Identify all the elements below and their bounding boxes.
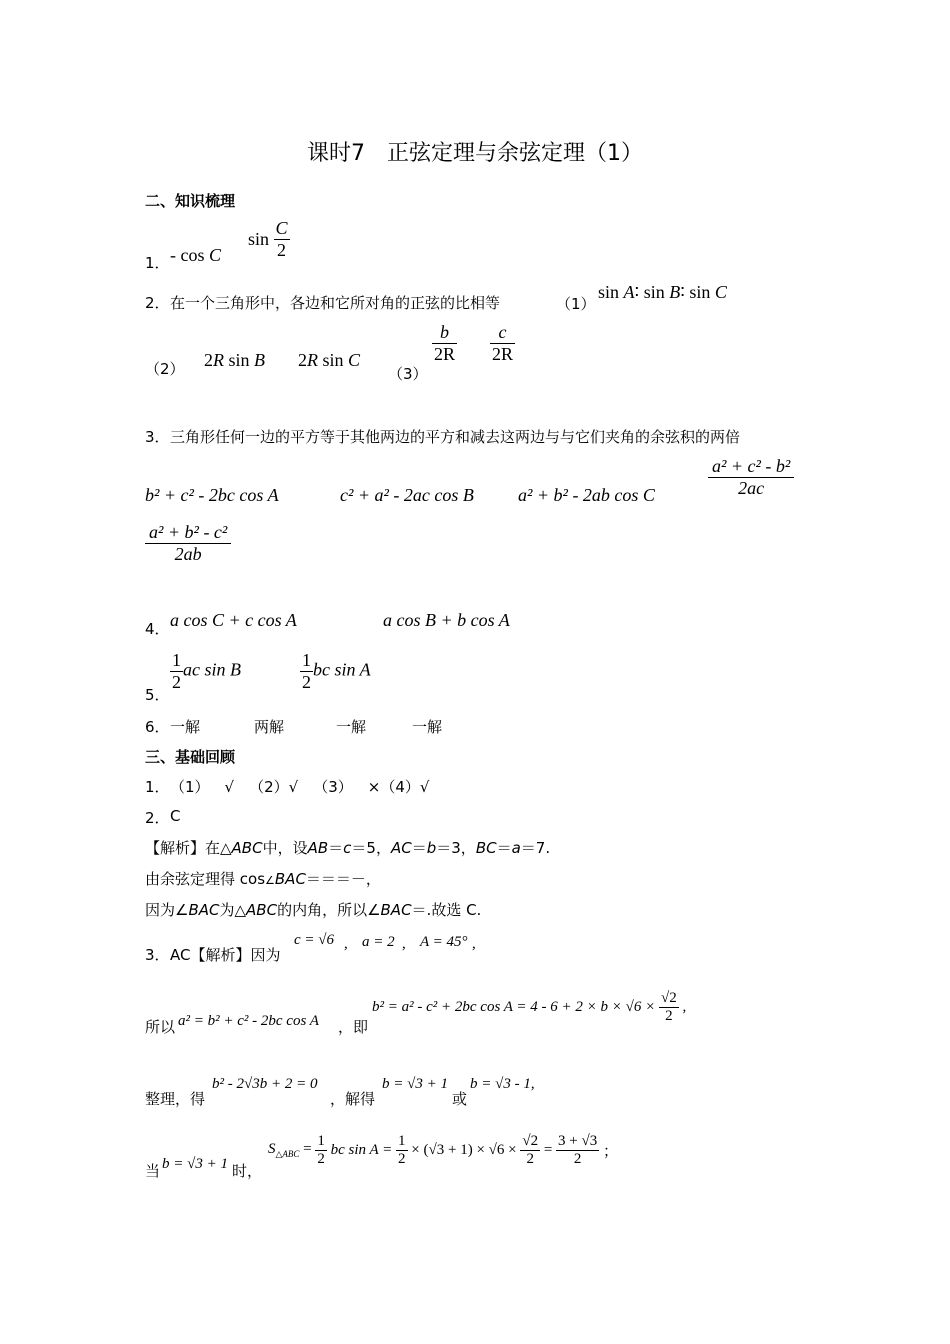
page-title: 课时7 正弦定理与余弦定理（1） [307,141,643,166]
part-label: （1） [556,295,596,313]
part-label: （3） [388,365,428,383]
formula-root-2: b = √3 - 1, [470,1076,535,1092]
item-number: 5． [145,686,170,704]
true-false-answers: （1） √ （2）√ （3） ×（4）√ [170,778,430,796]
formula-quadratic: b² - 2√3b + 2 = 0 [212,1076,318,1092]
formula-separator: , [344,936,348,952]
formula-b-condition: b = √3 + 1 [162,1156,228,1172]
formula-root-1: b = √3 + 1 [382,1076,448,1092]
solution-line: 或 [452,1090,468,1108]
formula-a-value: a = 2 [362,934,395,950]
formula-separator: , [402,936,406,952]
answer-one-solution: 一解 [170,718,201,736]
solution-line: 【解析】在△ABC中，设AB＝c＝5，AC＝b＝3，BC＝a＝7. [145,839,551,857]
answer-two-solutions: 两解 [254,718,285,736]
solution-line: 当 [145,1162,161,1180]
solution-line: 整理，得 [145,1090,206,1108]
law-of-sines-statement: 在一个三角形中，各边和它所对角的正弦的比相等 [170,294,501,312]
formula-2r-sin-c: 2R sin C [298,350,361,370]
formula-substitution: b² = a² - c² + 2bc cos A = 4 - 6 + 2 × b × √6 × $\frac{√2}{2}$ , [372,990,687,1024]
formula-triangle-area: $S_{\triangle ABC}$ = $\frac{1}{2}$ bc sin A = $\frac{1}{2}$ × (√3 + 1) × √6 × $\frac{√2}{2}$ = $\frac{3 + √3}{2}$ ； [268,1133,619,1167]
projection-formula-c: a cos B + b cos A [383,610,510,630]
item-number: 3． [145,946,170,964]
formula-neg-cos-c: - cos C [170,245,222,265]
solution-line: ，即 [338,1018,369,1036]
formula-b-squared: c² + a² - 2ac cos B [340,485,474,505]
solution-line: AC【解析】因为 [170,946,281,964]
area-formula-ac-sin-b: $\frac{1}{2}$ ac sin B [172,650,241,692]
item-number: 4． [145,620,170,638]
solution-line: 所以 [145,1018,176,1036]
projection-formula-a: a cos C + c cos A [170,610,297,630]
formula-law-of-cosines: a² = b² + c² - 2bc cos A [178,1013,319,1029]
formula-sine-ratio: sin A∶ sin B∶ sin C [598,282,727,302]
section-heading-review: 三、基础回顾 [145,748,236,766]
part-label: （2） [145,360,185,378]
formula-2r-sin-b: 2R sin B [204,350,266,370]
fraction-b-over-2r: $\frac{b}{2R}$ [434,322,456,364]
formula-sin-half-c: sin $\frac{C}{2}$ [248,218,288,260]
fraction-cos-b: $\frac{\text{a² + c² - b²}}{2ac}$ [708,456,794,499]
answer-one-solution: 一解 [412,718,443,736]
fraction-cos-c: $\frac{\text{a² + b² - c²}}{2ab}$ [145,522,231,565]
solution-line: 由余弦定理得 cos∠BAC＝＝＝－， [145,870,381,888]
item-number: 1． [145,778,170,796]
formula-separator: , [472,936,476,952]
item-number: 1． [145,254,170,272]
item-number: 3． [145,428,170,446]
law-of-cosines-statement: 三角形任何一边的平方等于其他两边的平方和减去这两边与与它们夹角的余弦积的两倍 [170,428,741,446]
item-number: 6． [145,718,170,736]
choice-answer: C [170,807,181,825]
solution-line: ，解得 [330,1090,376,1108]
area-formula-bc-sin-a: $\frac{1}{2}$ bc sin A [302,650,371,692]
formula-a-squared: b² + c² - 2bc cos A [145,485,279,505]
solution-line: 因为∠BAC为△ABC的内角，所以∠BAC＝.故选 C. [145,901,482,919]
formula-c-value: c = √6 [294,932,335,948]
formula-c-squared: a² + b² - 2ab cos C [518,485,655,505]
formula-angle-a: A = 45° [420,934,468,950]
item-number: 2． [145,809,170,827]
section-heading-knowledge: 二、知识梳理 [145,192,236,210]
fraction-c-over-2r: $\frac{c}{2R}$ [492,322,514,364]
solution-line: 时， [232,1162,263,1180]
answer-one-solution: 一解 [336,718,367,736]
item-number: 2． [145,294,170,312]
